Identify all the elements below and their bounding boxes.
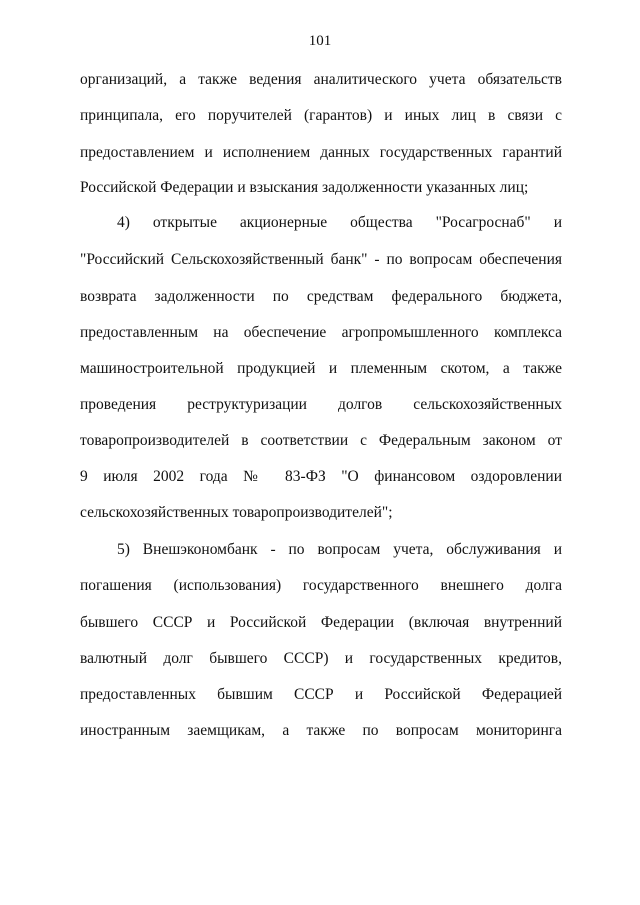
text-line: сельскохозяйственных товаропроизводителей"; [80,504,393,521]
text-line: проведения реструктуризации долгов сельскохозяйственных [80,396,562,413]
text-line: 5) Внешэкономбанк - по вопросам учета, обслуживания и [117,541,562,558]
text-line: Российской Федерации и взыскания задолженности указанных лиц; [80,179,529,196]
text-line: предоставленных бывшим СССР и Российской Федерацией [80,686,562,703]
text-line: 9 июля 2002 года № 83-ФЗ "О финансовом оздоровлении [80,468,562,485]
text-line: валютный долг бывшего СССР) и государственных кредитов, [80,650,562,667]
text-line: 4) открытые акционерные общества "Росагроснаб" и [117,214,562,231]
text-line: товаропроизводителей в соответствии с Федеральным законом от [80,432,562,449]
text-line: бывшего СССР и Российской Федерации (включая внутренний [80,614,562,631]
text-line: организаций, а также ведения аналитического учета обязательств [80,71,562,88]
text-line: возврата задолженности по средствам федерального бюджета, [80,288,562,305]
page-number: 101 [308,33,332,49]
text-line: принципала, его поручителей (гарантов) и иных лиц в связи с [80,107,562,124]
text-line: предоставленным на обеспечение агропромышленного комплекса [80,324,562,341]
text-line: предоставлением и исполнением данных государственных гарантий [80,144,562,161]
text-line: иностранным заемщикам, а также по вопросам мониторинга [80,722,562,739]
text-line: "Российский Сельскохозяйственный банк" - по вопросам обеспечения [80,251,562,268]
text-line: погашения (использования) государственного внешнего долга [80,577,562,594]
text-line: машиностроительной продукцией и племенным скотом, а также [80,360,562,377]
